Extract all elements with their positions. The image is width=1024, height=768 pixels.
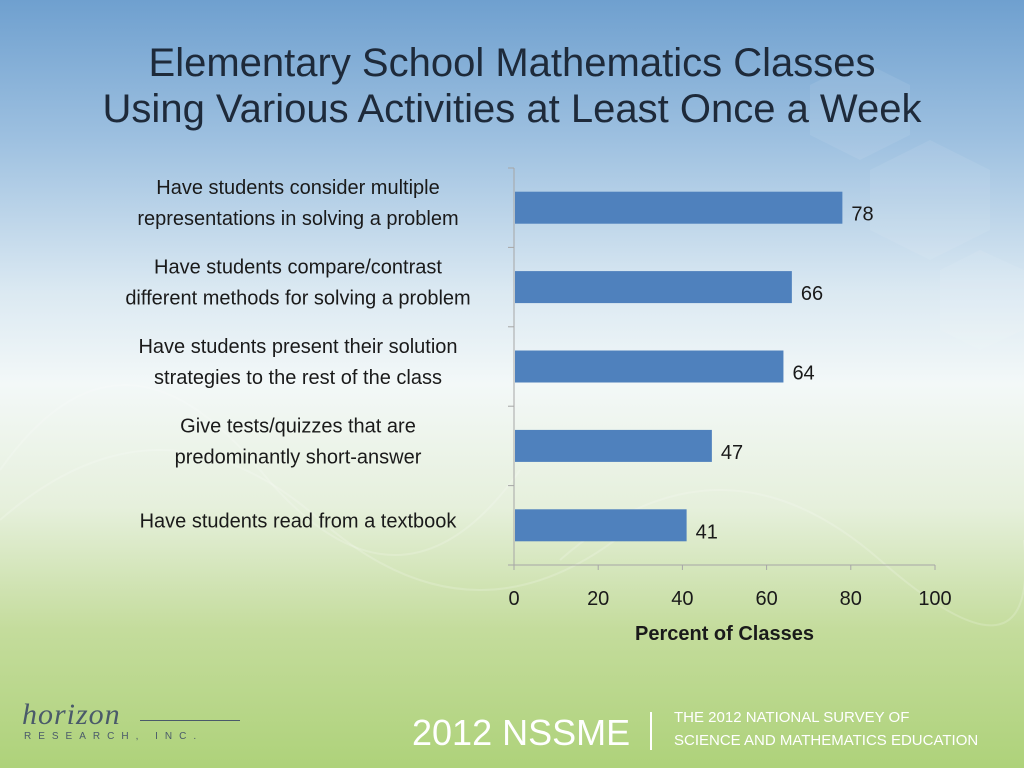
x-tick-label: 40 xyxy=(671,588,694,610)
footer-survey-line-2: SCIENCE AND MATHEMATICS EDUCATION xyxy=(674,732,979,749)
bar xyxy=(515,351,783,383)
category-label xyxy=(175,415,422,468)
category-label-line: different methods for solving a problem xyxy=(125,287,471,310)
footer-survey-name xyxy=(674,706,978,752)
data-label: 66 xyxy=(800,283,824,306)
x-tick-label: 0 xyxy=(508,588,520,610)
data-label: 47 xyxy=(720,441,744,464)
bar xyxy=(515,271,792,303)
category-label-line: Have students present their solution xyxy=(138,336,458,358)
category-label-line: representations in solving a problem xyxy=(137,208,459,231)
category-label-line: Have students compare/contrast xyxy=(154,256,442,279)
category-label-line: Have students consider multiple xyxy=(156,177,440,200)
logo-underline xyxy=(140,720,240,721)
category-label-line: predominantly short-answer xyxy=(174,446,422,469)
x-axis-title: Percent of Classes xyxy=(635,623,814,645)
x-tick-label: 60 xyxy=(755,588,778,610)
slide-title-line-1: Elementary School Mathematics Classes xyxy=(148,41,876,85)
data-label: 64 xyxy=(792,362,815,385)
bar xyxy=(515,430,712,462)
category-label-line: Have students read from a textbook xyxy=(139,510,457,533)
logo-subtitle: RESEARCH, INC. xyxy=(24,731,204,742)
footer-survey-short: 2012 NSSME xyxy=(412,712,631,753)
x-tick-label: 100 xyxy=(918,588,952,610)
x-tick-label: 80 xyxy=(839,588,862,610)
category-label-line: strategies to the rest of the class xyxy=(154,367,442,389)
horizon-research-logo xyxy=(22,698,242,754)
footer-survey-line-1: THE 2012 NATIONAL SURVEY OF xyxy=(674,709,910,726)
category-label xyxy=(137,177,458,230)
logo-script-text: horizon xyxy=(22,698,121,731)
slide-title-line-2: Using Various Activities at Least Once a Week xyxy=(102,87,922,131)
footer-divider xyxy=(650,712,652,750)
category-label xyxy=(125,257,470,310)
x-tick-label: 20 xyxy=(587,588,610,610)
category-label xyxy=(140,510,458,532)
data-label: 41 xyxy=(695,521,718,544)
data-label: 78 xyxy=(851,203,874,226)
bar xyxy=(515,509,687,541)
category-label xyxy=(138,336,457,389)
category-label-line: Give tests/quizzes that are xyxy=(180,415,416,438)
bar xyxy=(515,192,842,224)
